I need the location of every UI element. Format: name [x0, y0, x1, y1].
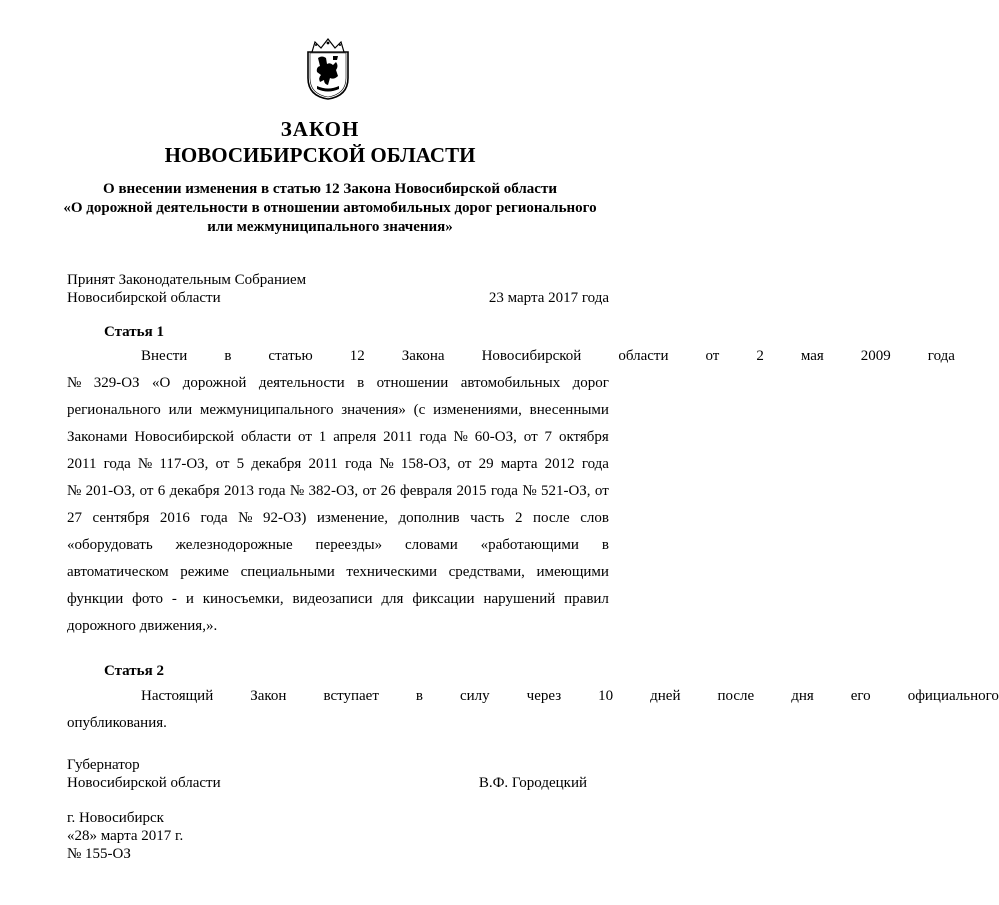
article-1-line: № 201-ОЗ, от 6 декабря 2013 года № 382-ОЗ, от 26 февраля 2015 года № 521-ОЗ, от [67, 483, 609, 499]
adoption-body: Новосибирской области [67, 290, 221, 306]
article-1-line: «оборудовать железнодорожные переезды» словами «работающими в [67, 537, 609, 553]
article-1-line: функции фото - и киносъемки, видеозаписи для фиксации нарушений правил [67, 591, 609, 607]
article-1-line: 2011 года № 117-ОЗ, от 5 декабря 2011 года № 158-ОЗ, от 29 марта 2012 года [67, 456, 609, 472]
law-number: № 155-ОЗ [67, 846, 131, 862]
article-1-line: 27 сентября 2016 года № 92-ОЗ) изменение, дополнив часть 2 после слов [67, 510, 609, 526]
signature-line [67, 773, 609, 793]
article-1-line: автоматическом режиме специальными техническими средствами, имеющими [67, 564, 609, 580]
article-1-line: № 329-ОЗ «О дорожной деятельности в отношении автомобильных дорог [67, 375, 609, 391]
article-1-line: Внести в статью 12 Закона Новосибирской области от 2 мая 2009 года [141, 348, 955, 364]
law-title: ЗАКОН [280, 117, 360, 141]
law-subject-line: или межмуниципального значения» [207, 219, 453, 235]
article-2-line: опубликования. [67, 715, 167, 731]
article-1-line: Законами Новосибирской области от 1 апреля 2011 года № 60-ОЗ, от 7 октября [67, 429, 609, 445]
law-subject-line: О внесении изменения в статью 12 Закона Новосибирской области [103, 181, 557, 197]
article-2-title: Статья 2 [104, 663, 164, 679]
adoption-line-1: Принят Законодательным Собранием [67, 272, 307, 288]
coat-of-arms-icon [306, 38, 350, 100]
law-subject [40, 180, 620, 237]
law-title-region: НОВОСИБИРСКОЙ ОБЛАСТИ [164, 143, 476, 167]
signatory-name: В.Ф. Городецкий [478, 775, 587, 791]
signature-position-2: Новосибирской области [67, 775, 221, 791]
adoption-date: 23 марта 2017 года [488, 290, 609, 306]
article-1-text [67, 343, 955, 640]
article-1-line: регионального или межмуниципального значения» (с изменениями, внесенными [67, 402, 609, 418]
signing-date: «28» марта 2017 г. [67, 828, 184, 844]
signature-position-1: Губернатор [67, 757, 140, 773]
signing-place: г. Новосибирск [67, 810, 164, 826]
adoption-line-2 [67, 288, 609, 308]
article-1-title: Статья 1 [104, 324, 164, 340]
article-1-line: дорожного движения,». [67, 618, 218, 634]
article-2-text [67, 683, 999, 737]
article-2-line: Настоящий Закон вступает в силу через 10 дней после дня его официального [141, 688, 999, 704]
law-subject-line: «О дорожной деятельности в отношении автомобильных дорог регионального [63, 200, 597, 216]
